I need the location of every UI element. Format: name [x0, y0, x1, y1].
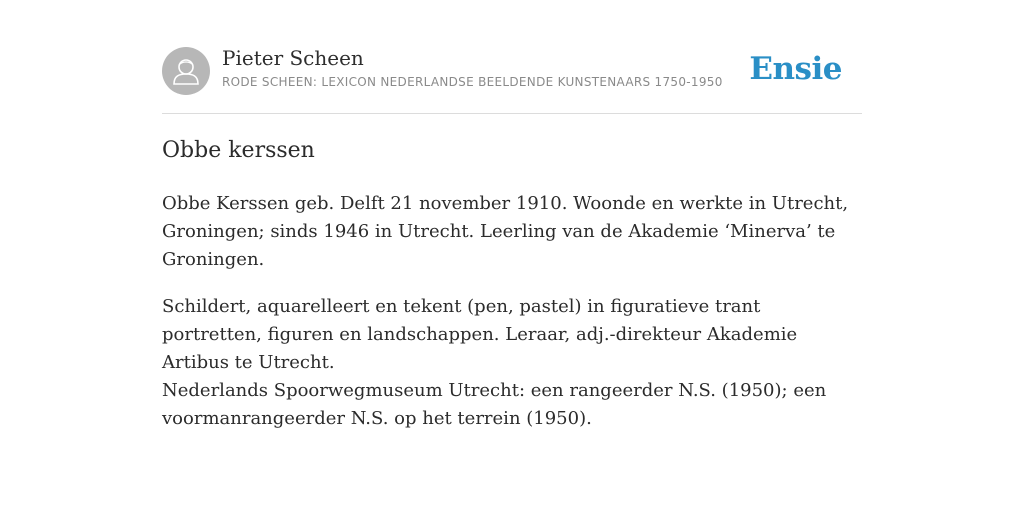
article-title: Obbe kerssen: [162, 138, 315, 163]
article-paragraph: Nederlands Spoorwegmuseum Utrecht: een rangeerder N.S. (1950); een voormanrangeerder N.S. op het terrein (1950).: [162, 380, 827, 429]
article-paragraph: Schildert, aquarelleert en tekent (pen, pastel) in figuratieve trant portretten, figuren en landschappen. Leraar, adj.-direkteur Akademie Artibus te Utrecht.: [162, 296, 798, 373]
brand-logo[interactable]: Ensie: [749, 51, 842, 87]
source-label[interactable]: RODE SCHEEN: LEXICON NEDERLANDSE BEELDENDE KUNSTENAARS 1750-1950: [222, 75, 723, 89]
article-card: [162, 0, 862, 429]
article-header: [162, 0, 862, 114]
user-avatar-icon[interactable]: [162, 47, 210, 95]
author-name[interactable]: Pieter Scheen: [222, 46, 364, 70]
article-paragraph: Obbe Kerssen geb. Delft 21 november 1910. Woonde en werkte in Utrecht, Groningen; sinds 1946 in Utrecht. Leerling van de Akademie ‘Minerva’ te Groningen.: [162, 193, 849, 270]
